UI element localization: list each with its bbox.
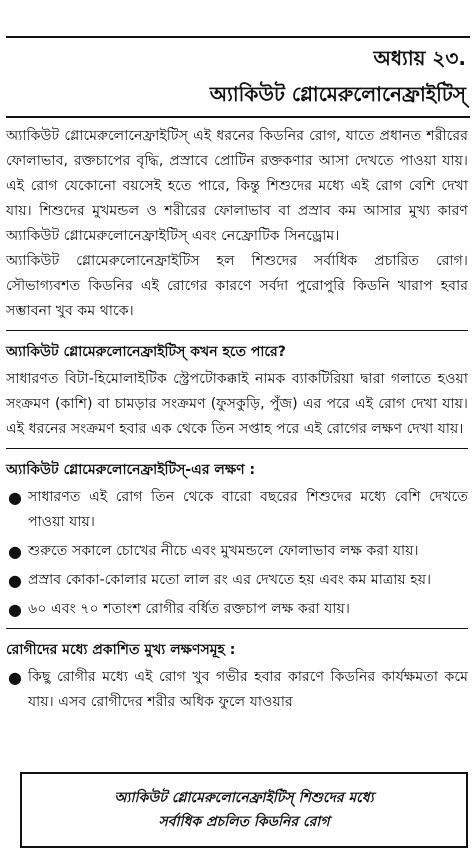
- section-heading-when: অ্যাকিউট গ্লোমেরুলোনেফ্রাইটিস্ কখন হতে পারে?: [6, 344, 286, 360]
- chapter-title: অ্যাকিউট গ্লোমেরুলোনেফ্রাইটিস্: [209, 82, 466, 106]
- section-divider: [6, 628, 468, 629]
- list-item: [6, 485, 468, 535]
- section-heading-main-symptoms: রোগীদের মধ্যে প্রকাশিত মুখ্য লক্ষণসমূহ :: [6, 642, 236, 658]
- list-item: [6, 539, 468, 564]
- document-body: [6, 124, 468, 719]
- bullet-icon: ●: [8, 668, 22, 687]
- list-item-text: সাধারণত এই রোগ তিন থেকে বারো বছরের শিশুদের মধ্যে বেশি দেখতে পাওয়া যায়।: [28, 489, 468, 530]
- section-divider: [6, 448, 468, 449]
- intro-paragraph-1: অ্যাকিউট গ্লোমেরুলোনেফ্রাইটিস্ এই ধরনের কিডনির রোগ, যাতে প্রধানত শরীরের ফোলাভাব, রক্তচাপের বৃদ্ধি, প্রস্রাবে প্রোটিন রক্তকণার আসা দেখতে পাওয়া যায়। এই রোগ যেকোনো বয়সেই হতে পারে, কিন্তু শিশুদের মধ্যে এই রোগ বেশি দেখা যায়। শিশুদের মুখমন্ডল ও শরীরের ফোলাভাব বা প্রস্রাব কম আসার মুখ্য কারণ অ্যাকিউট গ্লোমেরুলোনেফ্রাইটিস্ এবং নেফ্রোটিক সিনড্রোম।: [6, 128, 468, 244]
- list-item-text: কিছু রোগীর মধ্যে এই রোগ খুব গভীর হবার কারণে কিডনির কার্যক্ষমতা কমে যায়। এসব রোগীদের শরীর অধিক ফুলে যাওয়ার: [28, 669, 468, 710]
- document-page: [6, 0, 470, 857]
- list-item-text: ৬০ এবং ৭০ শতাংশ রোগীর বর্ধিত রক্তচাপ লক্ষ করা যায়।: [28, 601, 350, 617]
- main-symptoms-list: [6, 665, 468, 715]
- section-when-paragraph: সাধারণত বিটা-হিমোলাইটিক স্ট্রেপটোকক্কাই নামক ব্যাকটিরিয়া দ্বারা গলাতে হওয়া সংক্রমণ (কাশি) বা চামড়ার সংক্রমণ (ফুসকুড়ি, পুঁজ) এর পরে এই রোগ দেখা যায়। এই ধরনের সংক্রমণ হবার এক থেকে তিন সপ্তাহ পরে এই রোগের লক্ষণ দেখা যায়।: [6, 371, 468, 437]
- list-item: [6, 665, 468, 715]
- top-rule: [6, 36, 470, 38]
- list-item: [6, 568, 468, 593]
- section-heading-symptoms: অ্যাকিউট গ্লোমেরুলোনেফ্রাইটিস্-এর লক্ষণ :: [6, 462, 256, 478]
- list-item: [6, 597, 468, 622]
- list-item-text: শুরুতে সকালে চোখের নীচে এবং মুখমন্ডলে ফোলাভাব লক্ষ করা যায়।: [28, 543, 419, 559]
- note-line-2: সর্বাধিক প্রচলিত কিডনির রোগ: [158, 814, 330, 830]
- section-divider: [6, 330, 468, 331]
- chapter-number: অধ্যায় ২৩.: [373, 46, 466, 70]
- list-item-text: প্রস্রাব কোকা-কোলার মতো লাল রং এর দেখতে হয় এবং কম মাত্রায় হয়।: [28, 572, 432, 588]
- bullet-icon: ●: [8, 488, 22, 507]
- note-line-1: অ্যাকিউট গ্লোমেরুলোনেফ্রাইটিস্ শিশুদের মধ্যে: [114, 790, 374, 806]
- bullet-icon: ●: [8, 542, 22, 561]
- symptoms-list: [6, 485, 468, 622]
- highlight-note-box: [20, 772, 468, 848]
- bullet-icon: ●: [8, 600, 22, 619]
- bullet-icon: ●: [8, 571, 22, 590]
- title-rule: [6, 116, 470, 118]
- intro-paragraph-2: অ্যাকিউট গ্লোমেরুলোনেফ্রাইটিস হল শিশুদের সর্বাধিক প্রচারিত রোগ। সৌভাগ্যবশত কিডনির এই রোগের কারণে সর্বদা পুরোপুরি কিডনি খারাপ হবার সম্ভাবনা খুব কম থাকে।: [6, 253, 468, 319]
